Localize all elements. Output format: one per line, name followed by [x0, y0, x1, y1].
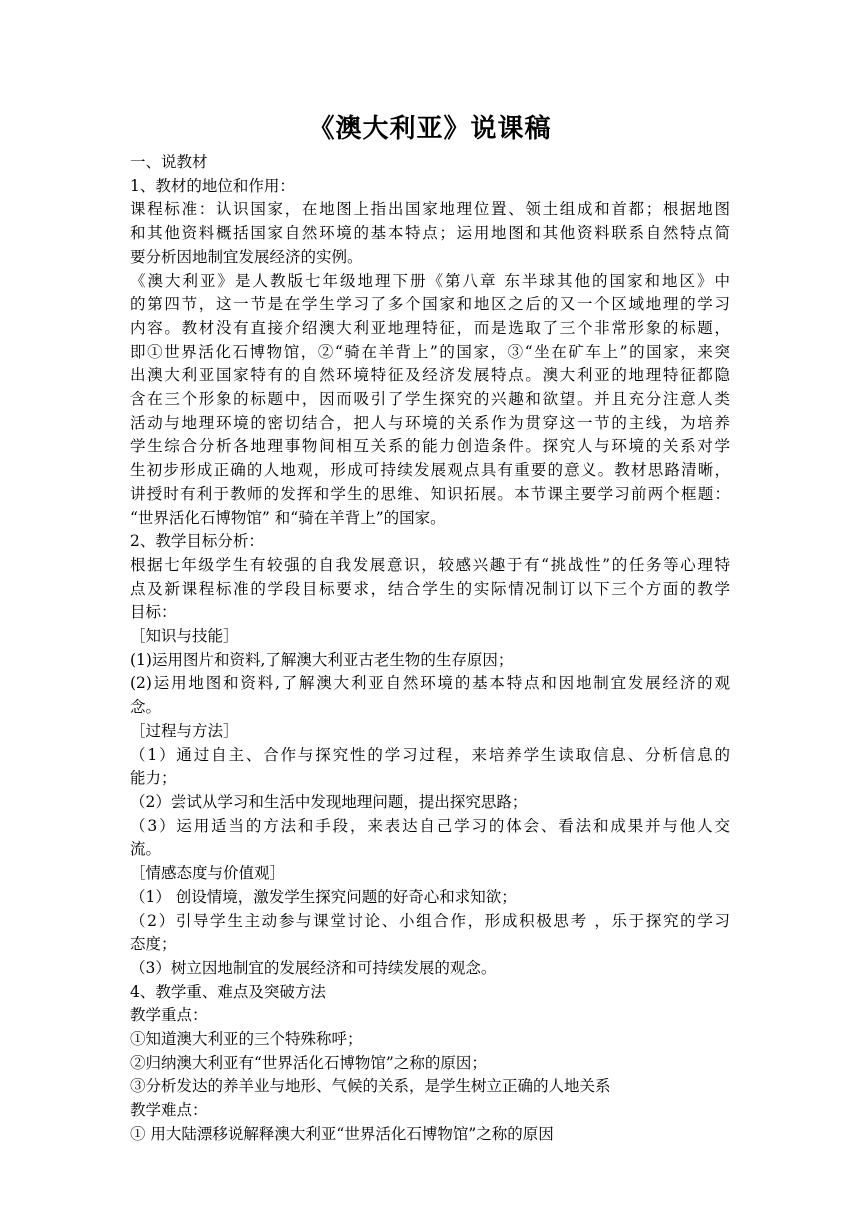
- text-line: （1）通过自主、合作与探究性的学习过程，来培养学生读取信息、分析信息的: [130, 745, 730, 764]
- text-line: 能力；: [130, 769, 177, 788]
- text-line: （2）尝试从学习和生活中发现地理问题，提出探究思路；: [130, 792, 528, 811]
- text-line: （2）引导学生主动参与课堂讨论、小组合作，形成积极思考 ，乐于探究的学习: [130, 911, 730, 930]
- document-page: [130, 113, 730, 1147]
- text-line: 内容。教材没有直接介绍澳大利亚地理特征，而是选取了三个非常形象的标题，: [130, 318, 730, 337]
- text-line: 目标：: [130, 603, 177, 622]
- text-line: (1)运用图片和资料,了解澳大利亚古老生物的生存原因；: [130, 650, 514, 669]
- text-line: 课程标准：认识国家，在地图上指出国家地理位置、领土组成和首都；根据地图: [130, 200, 730, 219]
- document-body: [130, 151, 730, 1147]
- text-line: 点及新课程标准的学段目标要求，结合学生的实际情况制订以下三个方面的教学: [130, 579, 730, 598]
- text-line: (2)运用地图和资料,了解澳大利亚自然环境的基本特点和因地制宜发展经济的观: [130, 674, 730, 693]
- text-line: 要分析因地制宜发展经济的实例。: [130, 247, 363, 266]
- text-line: （3）树立因地制宜的发展经济和可持续发展的观念。: [130, 958, 497, 977]
- text-line: 出澳大利亚国家特有的自然环境特征及经济发展特点。澳大利亚的地理特征都隐: [130, 366, 730, 385]
- text-line: （1） 创设情境，激发学生探究问题的好奇心和求知欲；: [130, 887, 517, 906]
- text-line: （3）运用适当的方法和手段，来表达自己学习的体会、看法和成果并与他人交: [130, 816, 730, 835]
- text-line: 根据七年级学生有较强的自我发展意识，较感兴趣于有“挑战性”的任务等心理特: [130, 555, 730, 574]
- text-line: 教学难点：: [130, 1101, 208, 1120]
- text-line: 4、教学重、难点及突破方法: [130, 982, 326, 1001]
- text-line: ②归纳澳大利亚有“世界活化石博物馆”之称的原因；: [130, 1053, 487, 1072]
- text-line: 讲授时有利于教师的发挥和学生的思维、知识拓展。本节课主要学习前两个框题：: [130, 484, 730, 503]
- text-line: 2、教学目标分析：: [130, 532, 264, 551]
- text-line: 教学重点：: [130, 1006, 208, 1025]
- text-line: ③分析发达的养羊业与地形、气候的关系，是学生树立正确的人地关系: [130, 1077, 611, 1096]
- text-line: “世界活化石博物馆” 和“骑在羊背上”的国家。: [130, 508, 446, 527]
- document-title: 《澳大利亚》说课稿: [308, 114, 552, 144]
- text-line: 1、教材的地位和作用：: [130, 176, 295, 195]
- text-line: 含在三个形象的标题中，因而吸引了学生探究的兴趣和欲望。并且充分注意人类: [130, 390, 730, 409]
- text-line: 的第四节，这一节是在学生学习了多个国家和地区之后的又一个区域地理的学习: [130, 295, 730, 314]
- text-line: ①知道澳大利亚的三个特殊称呼；: [130, 1030, 363, 1049]
- text-line: 学生综合分析各地理事物间相互关系的能力创造条件。探究人与环境的关系对学: [130, 437, 730, 456]
- text-line: 即①世界活化石博物馆，②“骑在羊背上”的国家，③“坐在矿车上”的国家，来突: [130, 342, 730, 361]
- text-line: 念。: [130, 698, 162, 717]
- text-line: 活动与地理环境的密切结合，把人与环境的关系作为贯穿这一节的主线，为培养: [130, 413, 730, 432]
- text-line: 《澳大利亚》是人教版七年级地理下册《第八章 东半球其他的国家和地区》中: [130, 271, 730, 290]
- text-line: 生初步形成正确的人地观，形成可持续发展观点具有重要的意义。教材思路清晰，: [130, 461, 730, 480]
- text-line: 一、说教材: [130, 153, 208, 171]
- text-line: 流。: [130, 840, 162, 859]
- text-line: 态度；: [130, 935, 177, 954]
- text-line: ［知识与技能］: [130, 627, 239, 646]
- text-line: 和其他资料概括国家自然环境的基本特点；运用地图和其他资料联系自然特点简: [130, 224, 730, 243]
- text-line: ［过程与方法］: [130, 721, 239, 740]
- text-line: ① 用大陆漂移说解释澳大利亚“世界活化石博物馆”之称的原因: [130, 1124, 554, 1143]
- text-line: ［情感态度与价值观］: [130, 864, 286, 883]
